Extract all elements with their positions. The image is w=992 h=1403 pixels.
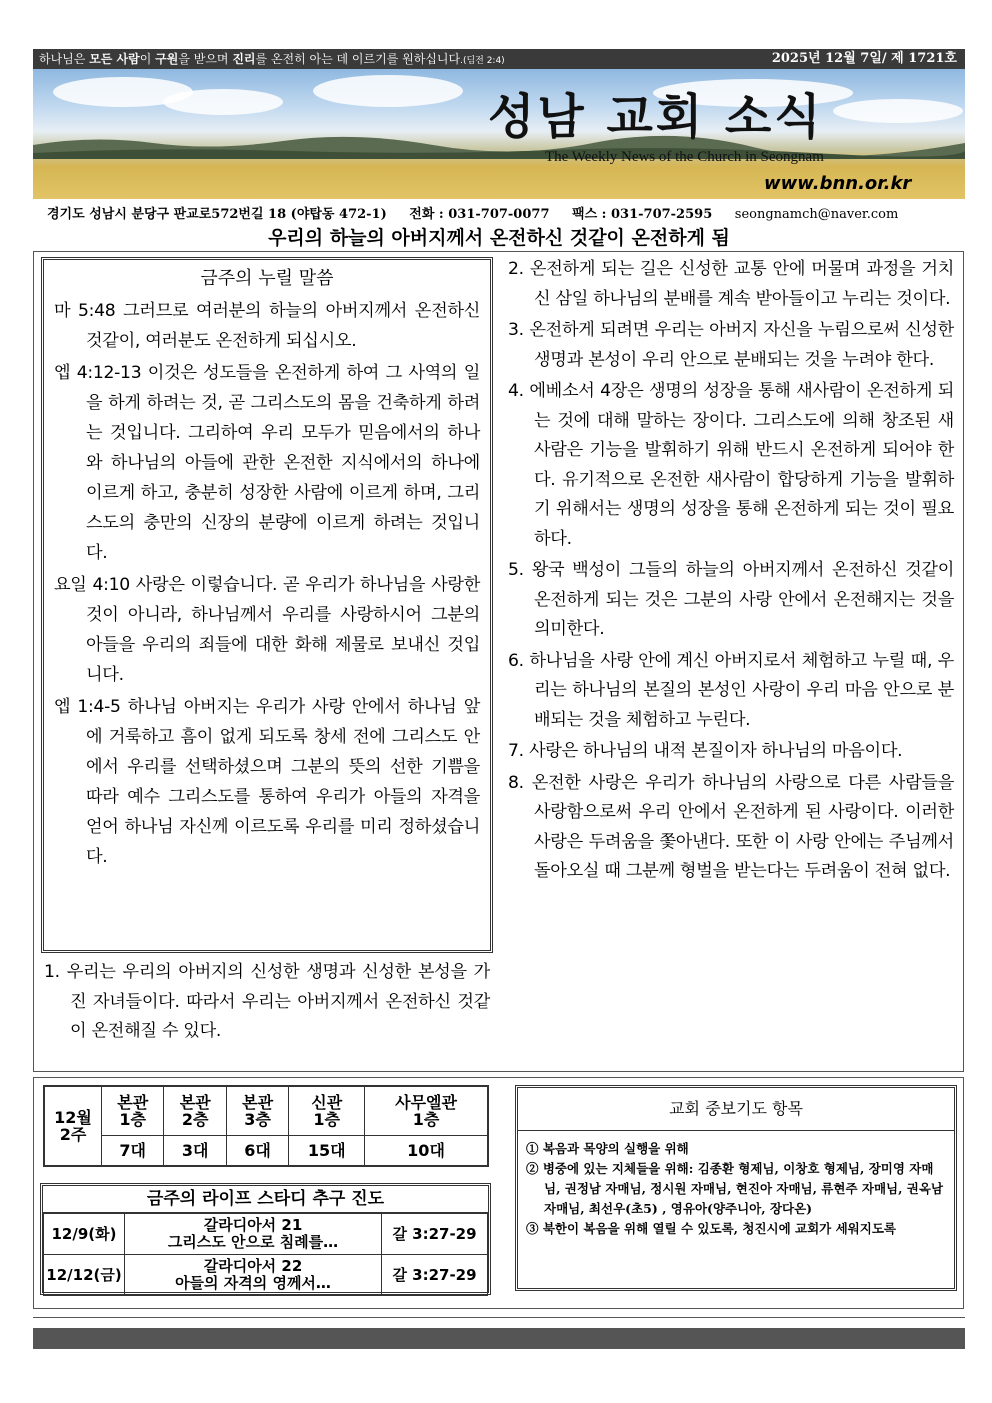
life-study-progress xyxy=(40,1183,491,1295)
phone: 전화 : 031-707-0077 xyxy=(409,207,550,222)
scripture-verse: 요일 4:10 사랑은 이렇습니다. 곧 우리가 하나님을 사랑한 것이 아니라, 하나님께서 우리를 사랑하시어 그분의 아들을 우리의 죄들에 대한 화해 제물로 보내신 것입니다. xyxy=(54,575,480,685)
website-link[interactable]: www.bnn.or.kr xyxy=(764,173,912,194)
study-lesson: 갈라디아서 22 아들의 자격의 영께서… xyxy=(125,1255,382,1296)
footer-bar xyxy=(33,1328,965,1349)
list-item: ② 병중에 있는 지체들을 위해: 김종환 형제님, 이창호 형제님, 장미영 자매님, 권정남 자매님, 정시원 자매님, 현진아 자매님, 류현주 자매님, 권옥남 자매님, 최선우(초5) , 영유아(양주니아, 장다온) xyxy=(526,1161,944,1216)
verse-part: 를 온전히 아는 데 이르기를 원하십니다 xyxy=(255,52,461,66)
hall-count: 15대 xyxy=(289,1136,365,1166)
point-item: 2. 온전하게 되는 길은 신성한 교통 안에 머물며 과정을 거치신 삼일 하나님의 분배를 계속 받아들이고 누리는 것이다. xyxy=(508,259,954,309)
points-right-column xyxy=(508,255,954,889)
week-label: 12월 2주 xyxy=(45,1087,102,1166)
point-item: 6. 하나님을 사랑 안에 계신 아버지로서 체험하고 누릴 때, 우리는 하나님의 본질의 본성인 사랑이 우리 마음 안으로 분배되는 것을 체험하고 누린다. xyxy=(508,650,954,730)
study-ref: 갈 3:27-29 xyxy=(382,1214,488,1255)
footer-divider xyxy=(33,1317,965,1318)
table-row xyxy=(44,1214,488,1255)
headline: 우리의 하늘의 아버지께서 온전하신 것같이 온전하게 됨 xyxy=(268,227,730,249)
prayer-list xyxy=(518,1131,954,1239)
cloud xyxy=(313,75,463,107)
list-item: ③ 북한이 복음을 위해 열릴 수 있도록, 청진시에 교회가 세워지도록 xyxy=(526,1221,896,1236)
hall-name: 신관 1층 xyxy=(289,1087,365,1136)
hall-name: 본관 2층 xyxy=(164,1087,226,1136)
verse-part: 하나님은 xyxy=(39,52,90,66)
address: 경기도 성남시 분당구 판교로572번길 18 (야탑동 472-1) xyxy=(47,207,387,222)
point-item: 5. 왕국 백성이 그들의 하늘의 아버지께서 온전하신 것같이 온전하게 되는 것은 그분의 사랑 안에서 온전해지는 것을 의미한다. xyxy=(508,560,954,639)
verse-part: 이 xyxy=(139,52,156,66)
hall-name: 본관 3층 xyxy=(226,1087,288,1136)
issue-date: 2025년 12월 7일/ 제 1721호 xyxy=(771,51,957,66)
prayer-title: 교회 중보기도 항목 xyxy=(518,1088,954,1131)
points-left-column xyxy=(44,958,490,1049)
contact-line xyxy=(47,203,957,222)
hall-count: 7대 xyxy=(102,1136,164,1166)
point-item: 1. 우리는 우리의 아버지의 신성한 생명과 신성한 본성을 가진 자녀들이다. 따라서 우리는 아버지께서 온전하신 것같이 온전해질 수 있다. xyxy=(44,962,490,1041)
header-verse xyxy=(39,49,505,69)
cloud xyxy=(833,99,963,123)
top-verse-bar xyxy=(33,49,965,69)
scripture-title: 금주의 누릴 말씀 xyxy=(200,268,334,289)
fax: 팩스 : 031-707-2595 xyxy=(572,207,713,222)
scripture-verse: 엡 4:12-13 이것은 성도들을 온전하게 하여 그 사역의 일을 하게 하려는 것, 곧 그리스도의 몸을 건축하게 하려는 것입니다. 그리하여 우리 모두가 믿음에서의 하나와 하나님의 아들에 관한 온전한 지식에서의 하나에 이르게 하고, 충분히 성장한 사람에 이르게 하며, 그리스도의 충만의 신장의 분량에 이르게 하려는 것입니다. xyxy=(54,363,480,563)
study-date: 12/12(금) xyxy=(44,1255,125,1296)
study-ref: 갈 3:27-29 xyxy=(382,1255,488,1296)
study-lesson: 갈라디아서 21 그리스도 안으로 침례를… xyxy=(125,1214,382,1255)
study-date: 12/9(화) xyxy=(44,1214,125,1255)
study-title: 금주의 라이프 스타디 추구 진도 xyxy=(43,1186,488,1213)
hall-name: 본관 1층 xyxy=(102,1087,164,1136)
verse-part-bold: 구원 xyxy=(155,52,179,66)
point-item: 4. 에베소서 4장은 생명의 성장을 통해 새사람이 온전하게 되는 것에 대해 말하는 장이다. 그리스도에 의해 창조된 새사람은 기능을 발휘하기 위해 반드시 온전하게 되어야 한다. 유기적으로 온전한 새사람이 합당하게 기능을 발휘하기 위해서는 생명의 성장을 통해 온전하게 되는 것이 필요하다. xyxy=(508,381,954,549)
hall-count: 3대 xyxy=(164,1136,226,1166)
newsletter-title: 성남 교회 소식 xyxy=(488,89,824,145)
newsletter-subtitle: The Weekly News of the Church in Seongnam xyxy=(545,149,824,165)
hall-count: 6대 xyxy=(226,1136,288,1166)
point-item: 3. 온전하게 되려면 우리는 아버지 자신을 누림으로써 신성한 생명과 본성이 우리 안으로 분배되는 것을 누려야 한다. xyxy=(508,320,954,370)
cloud xyxy=(163,89,283,115)
point-item: 8. 온전한 사랑은 우리가 하나님의 사랑으로 다른 사람들을 사랑함으로써 우리 안에서 온전하게 된 사랑이다. 이러한 사랑은 두려움을 쫓아낸다. 또한 이 사랑 안에는 주님께서 돌아오실 때 그분께 형벌을 받는다는 두려움이 전혀 없다. xyxy=(508,772,954,881)
verse-reference: .(딤전 2:4) xyxy=(460,56,505,66)
verse-part-bold: 진리 xyxy=(232,52,256,66)
email[interactable]: seongnamch@naver.com xyxy=(734,207,899,222)
table-row xyxy=(44,1255,488,1296)
prayer-requests xyxy=(515,1085,957,1291)
scripture-box xyxy=(41,257,493,953)
list-item: ① 복음과 목양의 실행을 위해 xyxy=(526,1141,689,1156)
hall-count: 10대 xyxy=(365,1136,488,1166)
verse-part-bold: 모든 사람 xyxy=(89,52,140,66)
scripture-verse: 엡 1:4-5 하나님 아버지는 우리가 사랑 안에서 하나님 앞에 거룩하고 흠이 없게 되도록 창세 전에 그리스도 안에서 우리를 선택하셨으며 그분의 뜻의 선한 기쁨을 따라 예수 그리스도를 통하여 우리가 아들의 자격을 얻어 하나님 자신께 이르도록 우리를 미리 정하셨습니다. xyxy=(54,697,480,867)
scripture-verse: 마 5:48 그러므로 여러분의 하늘의 아버지께서 온전하신 것같이, 여러분도 온전하게 되십시오. xyxy=(54,301,480,351)
hall-name: 사무엘관 1층 xyxy=(365,1087,488,1136)
point-item: 7. 사랑은 하나님의 내적 본질이자 하나님의 마음이다. xyxy=(508,741,903,761)
verse-part: 을 받으며 xyxy=(178,52,233,66)
hall-schedule-table xyxy=(43,1085,489,1167)
